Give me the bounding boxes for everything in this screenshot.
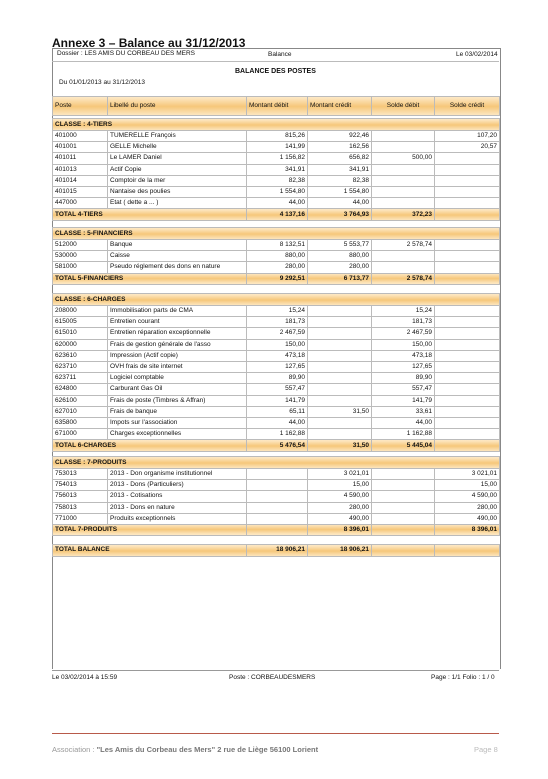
table-cell: 512000 bbox=[53, 240, 108, 251]
table-cell: Frais de poste (Timbres & Affran) bbox=[108, 395, 247, 406]
table-row bbox=[53, 513, 500, 524]
class-label: CLASSE : 6-CHARGES bbox=[53, 294, 500, 306]
col-header: Solde débit bbox=[372, 97, 435, 116]
table-cell: Logiciel comptable bbox=[108, 373, 247, 384]
table-cell bbox=[435, 417, 500, 428]
table-cell: 15,00 bbox=[308, 480, 372, 491]
table-cell bbox=[308, 361, 372, 372]
grand-total-label: TOTAL BALANCE bbox=[53, 545, 247, 557]
table-cell bbox=[372, 469, 435, 480]
table-cell bbox=[435, 395, 500, 406]
table-cell bbox=[308, 317, 372, 328]
total-cell bbox=[435, 440, 500, 452]
table-cell bbox=[247, 491, 308, 502]
class-header-row bbox=[53, 228, 500, 240]
table-cell bbox=[435, 361, 500, 372]
table-cell: 44,00 bbox=[308, 198, 372, 209]
table-cell: GELLE Michelle bbox=[108, 142, 247, 153]
table-cell bbox=[435, 262, 500, 273]
table-cell: 150,00 bbox=[372, 339, 435, 350]
grand-total-table bbox=[52, 544, 500, 557]
total-label: TOTAL 5-FINANCIERS bbox=[53, 273, 247, 285]
table-cell: 753013 bbox=[53, 469, 108, 480]
table-cell: Carburant Gas Oil bbox=[108, 384, 247, 395]
column-header-row bbox=[53, 97, 500, 116]
total-cell: 8 396,01 bbox=[435, 524, 500, 536]
table-cell: 490,00 bbox=[435, 513, 500, 524]
table-row bbox=[53, 417, 500, 428]
table-cell: 82,38 bbox=[247, 175, 308, 186]
doc-type: Balance bbox=[268, 51, 292, 58]
table-cell: 150,00 bbox=[247, 339, 308, 350]
table-cell: 623610 bbox=[53, 350, 108, 361]
table-cell bbox=[435, 373, 500, 384]
table-cell bbox=[308, 395, 372, 406]
table-cell: 615010 bbox=[53, 328, 108, 339]
table-cell: 1 162,88 bbox=[247, 429, 308, 440]
annex-title: Annexe 3 – Balance au 31/12/2013 bbox=[52, 36, 246, 50]
table-cell: 3 021,01 bbox=[435, 469, 500, 480]
table-cell: Banque bbox=[108, 240, 247, 251]
table-cell bbox=[435, 429, 500, 440]
table-row bbox=[53, 350, 500, 361]
table-cell: Le LAMER Daniel bbox=[108, 153, 247, 164]
table-cell: 401015 bbox=[53, 186, 108, 197]
table-cell bbox=[435, 350, 500, 361]
total-label: TOTAL 7-PRODUITS bbox=[53, 524, 247, 536]
table-row bbox=[53, 262, 500, 273]
table-row bbox=[53, 131, 500, 142]
table-cell: Caisse bbox=[108, 251, 247, 262]
table-cell: 557,47 bbox=[247, 384, 308, 395]
table-cell: 771000 bbox=[53, 513, 108, 524]
grand-total-cell: 18 906,21 bbox=[247, 545, 308, 557]
table-cell: 473,18 bbox=[247, 350, 308, 361]
table-cell: 615005 bbox=[53, 317, 108, 328]
table-row bbox=[53, 373, 500, 384]
total-cell: 6 713,77 bbox=[308, 273, 372, 285]
table-cell: Entretien courant bbox=[108, 317, 247, 328]
table-cell: 401014 bbox=[53, 175, 108, 186]
table-cell bbox=[308, 350, 372, 361]
table-cell: 280,00 bbox=[308, 502, 372, 513]
class-header-row bbox=[53, 457, 500, 469]
table-cell: 107,20 bbox=[435, 131, 500, 142]
table-cell: 620000 bbox=[53, 339, 108, 350]
class-table bbox=[52, 118, 500, 221]
table-cell bbox=[435, 198, 500, 209]
table-cell: 15,00 bbox=[435, 480, 500, 491]
period-label: Du 01/01/2013 au 31/12/2013 bbox=[59, 79, 146, 86]
table-cell: 922,46 bbox=[308, 131, 372, 142]
class-label: CLASSE : 7-PRODUITS bbox=[53, 457, 500, 469]
table-cell: 5 553,77 bbox=[308, 240, 372, 251]
table-cell bbox=[372, 175, 435, 186]
table-row bbox=[53, 251, 500, 262]
table-cell: 141,79 bbox=[247, 395, 308, 406]
table-cell bbox=[435, 240, 500, 251]
poste-label: Poste : CORBEAUDESMERS bbox=[229, 674, 316, 681]
table-cell: 4 590,00 bbox=[435, 491, 500, 502]
table-cell: 44,00 bbox=[247, 198, 308, 209]
table-cell bbox=[247, 469, 308, 480]
total-row bbox=[53, 273, 500, 285]
table-cell: 473,18 bbox=[372, 350, 435, 361]
table-cell: 2 467,59 bbox=[372, 328, 435, 339]
table-cell: 401001 bbox=[53, 142, 108, 153]
total-cell: 3 764,93 bbox=[308, 209, 372, 221]
total-cell: 9 292,51 bbox=[247, 273, 308, 285]
header-divider bbox=[52, 61, 499, 62]
grand-total-cell: 18 906,21 bbox=[308, 545, 372, 557]
table-cell: 2 467,59 bbox=[247, 328, 308, 339]
class-table bbox=[52, 456, 500, 536]
table-cell bbox=[435, 175, 500, 186]
table-cell: 623710 bbox=[53, 361, 108, 372]
class-header-row bbox=[53, 119, 500, 131]
total-cell: 4 137,16 bbox=[247, 209, 308, 221]
total-label: TOTAL 4-TIERS bbox=[53, 209, 247, 221]
total-cell: 372,23 bbox=[372, 209, 435, 221]
table-cell: 500,00 bbox=[372, 153, 435, 164]
table-cell bbox=[372, 502, 435, 513]
class-label: CLASSE : 4-TIERS bbox=[53, 119, 500, 131]
table-cell bbox=[435, 153, 500, 164]
table-row bbox=[53, 198, 500, 209]
table-cell bbox=[435, 164, 500, 175]
table-cell: Entretien réparation exceptionnelle bbox=[108, 328, 247, 339]
table-cell: 1 162,88 bbox=[372, 429, 435, 440]
col-header: Poste bbox=[53, 97, 108, 116]
table-cell bbox=[308, 328, 372, 339]
bottom-rule bbox=[52, 733, 499, 734]
class-table bbox=[52, 293, 500, 452]
table-row bbox=[53, 406, 500, 417]
table-cell: 490,00 bbox=[308, 513, 372, 524]
table-cell: Frais de gestion générale de l'asso bbox=[108, 339, 247, 350]
table-row bbox=[53, 328, 500, 339]
table-cell: 89,90 bbox=[372, 373, 435, 384]
table-cell: 44,00 bbox=[372, 417, 435, 428]
footer-divider bbox=[52, 670, 499, 671]
table-cell bbox=[372, 262, 435, 273]
table-cell: 401011 bbox=[53, 153, 108, 164]
grand-total-row bbox=[53, 545, 500, 557]
table-cell: Impots sur l'association bbox=[108, 417, 247, 428]
table-row bbox=[53, 491, 500, 502]
table-cell: 65,11 bbox=[247, 406, 308, 417]
table-cell: 127,65 bbox=[372, 361, 435, 372]
table-row bbox=[53, 175, 500, 186]
table-cell: 758013 bbox=[53, 502, 108, 513]
table-cell: OVH frais de site internet bbox=[108, 361, 247, 372]
table-row bbox=[53, 164, 500, 175]
table-cell: 181,73 bbox=[372, 317, 435, 328]
table-cell: 447000 bbox=[53, 198, 108, 209]
table-cell: 2013 - Dons en nature bbox=[108, 502, 247, 513]
table-cell bbox=[372, 131, 435, 142]
table-cell: 280,00 bbox=[308, 262, 372, 273]
page-number: Page 8 bbox=[474, 745, 498, 754]
table-cell bbox=[308, 417, 372, 428]
table-cell: 656,82 bbox=[308, 153, 372, 164]
table-cell: 754013 bbox=[53, 480, 108, 491]
print-date: Le 03/02/2014 à 15:59 bbox=[52, 674, 118, 681]
table-row bbox=[53, 361, 500, 372]
table-cell bbox=[308, 429, 372, 440]
table-cell bbox=[372, 513, 435, 524]
table-cell: 626100 bbox=[53, 395, 108, 406]
total-row bbox=[53, 524, 500, 536]
table-cell bbox=[372, 186, 435, 197]
total-cell bbox=[247, 524, 308, 536]
total-cell: 2 578,74 bbox=[372, 273, 435, 285]
total-cell: 31,50 bbox=[308, 440, 372, 452]
table-row bbox=[53, 502, 500, 513]
table-cell: 44,00 bbox=[247, 417, 308, 428]
table-cell: 2 578,74 bbox=[372, 240, 435, 251]
table-cell: 31,50 bbox=[308, 406, 372, 417]
table-cell: 401000 bbox=[53, 131, 108, 142]
table-row bbox=[53, 469, 500, 480]
table-row bbox=[53, 339, 500, 350]
total-cell bbox=[435, 209, 500, 221]
table-cell: 162,56 bbox=[308, 142, 372, 153]
col-header: Solde crédit bbox=[435, 97, 500, 116]
grand-total-cell bbox=[372, 545, 435, 557]
table-cell: Comptoir de la mer bbox=[108, 175, 247, 186]
table-row bbox=[53, 429, 500, 440]
table-cell bbox=[372, 142, 435, 153]
dossier-label: Dossier : LES AMIS DU CORBEAU DES MERS bbox=[57, 50, 195, 57]
association-name: "Les Amis du Corbeau des Mers" 2 rue de Liège 56100 Lorient bbox=[96, 745, 319, 754]
table-cell: Immobilisation parts de CMA bbox=[108, 306, 247, 317]
table-cell bbox=[308, 373, 372, 384]
table-cell: 141,99 bbox=[247, 142, 308, 153]
table-cell: 127,65 bbox=[247, 361, 308, 372]
table-cell: 89,90 bbox=[247, 373, 308, 384]
table-cell bbox=[435, 384, 500, 395]
table-cell: 2013 - Cotisations bbox=[108, 491, 247, 502]
table-cell: Etat ( dette a ... ) bbox=[108, 198, 247, 209]
table-cell bbox=[247, 513, 308, 524]
table-cell bbox=[435, 328, 500, 339]
class-table bbox=[52, 227, 500, 285]
table-cell: 756013 bbox=[53, 491, 108, 502]
table-cell: 880,00 bbox=[308, 251, 372, 262]
association-line bbox=[52, 745, 318, 754]
table-cell: 141,79 bbox=[372, 395, 435, 406]
table-cell: 15,24 bbox=[247, 306, 308, 317]
table-cell: Produits exceptionnels bbox=[108, 513, 247, 524]
table-cell bbox=[435, 186, 500, 197]
table-cell bbox=[308, 384, 372, 395]
table-cell: 15,24 bbox=[372, 306, 435, 317]
page-folio: Page : 1/1 Folio : 1 / 0 bbox=[431, 674, 495, 681]
table-cell: 671000 bbox=[53, 429, 108, 440]
col-header: Montant débit bbox=[247, 97, 308, 116]
table-cell: 880,00 bbox=[247, 251, 308, 262]
table-cell: Impression (Actif copie) bbox=[108, 350, 247, 361]
table-cell bbox=[372, 251, 435, 262]
table-cell: Pseudo réglement des dons en nature bbox=[108, 262, 247, 273]
table-row bbox=[53, 384, 500, 395]
table-row bbox=[53, 317, 500, 328]
table-cell: Charges exceptionnelles bbox=[108, 429, 247, 440]
table-cell: 581000 bbox=[53, 262, 108, 273]
total-cell: 8 396,01 bbox=[308, 524, 372, 536]
table-cell bbox=[435, 406, 500, 417]
table-cell: 530000 bbox=[53, 251, 108, 262]
table-cell bbox=[372, 198, 435, 209]
table-cell bbox=[372, 480, 435, 491]
table-cell: 341,91 bbox=[308, 164, 372, 175]
col-header: Libellé du poste bbox=[108, 97, 247, 116]
table-cell bbox=[308, 306, 372, 317]
table-cell: 20,57 bbox=[435, 142, 500, 153]
grand-total-cell bbox=[435, 545, 500, 557]
table-row bbox=[53, 395, 500, 406]
column-header-table bbox=[52, 96, 500, 116]
total-cell bbox=[435, 273, 500, 285]
table-cell: 341,91 bbox=[247, 164, 308, 175]
table-cell: 557,47 bbox=[372, 384, 435, 395]
table-cell: 4 590,00 bbox=[308, 491, 372, 502]
table-cell: 1 554,80 bbox=[247, 186, 308, 197]
table-cell: Nantaise des poulies bbox=[108, 186, 247, 197]
table-cell bbox=[372, 491, 435, 502]
table-cell: 181,73 bbox=[247, 317, 308, 328]
table-cell bbox=[308, 339, 372, 350]
table-cell: 2013 - Dons (Particuliers) bbox=[108, 480, 247, 491]
table-cell: 2013 - Don organisme institutionnel bbox=[108, 469, 247, 480]
table-cell: 1 156,82 bbox=[247, 153, 308, 164]
table-row bbox=[53, 186, 500, 197]
table-row bbox=[53, 480, 500, 491]
table-cell: 624800 bbox=[53, 384, 108, 395]
table-cell: 208000 bbox=[53, 306, 108, 317]
table-cell bbox=[247, 480, 308, 491]
report-title: BALANCE DES POSTES bbox=[235, 68, 316, 75]
table-cell bbox=[435, 339, 500, 350]
table-row bbox=[53, 306, 500, 317]
table-cell bbox=[372, 164, 435, 175]
total-cell: 5 445,04 bbox=[372, 440, 435, 452]
header-date: Le 03/02/2014 bbox=[456, 51, 498, 58]
table-cell bbox=[435, 317, 500, 328]
total-cell bbox=[372, 524, 435, 536]
col-header: Montant crédit bbox=[308, 97, 372, 116]
table-cell: 401013 bbox=[53, 164, 108, 175]
total-row bbox=[53, 209, 500, 221]
class-header-row bbox=[53, 294, 500, 306]
table-cell: 635800 bbox=[53, 417, 108, 428]
table-cell: 627010 bbox=[53, 406, 108, 417]
table-cell: 623711 bbox=[53, 373, 108, 384]
table-cell bbox=[435, 251, 500, 262]
table-row bbox=[53, 153, 500, 164]
table-row bbox=[53, 240, 500, 251]
table-cell: 33,61 bbox=[372, 406, 435, 417]
table-cell: TUMERELLE François bbox=[108, 131, 247, 142]
table-cell bbox=[435, 306, 500, 317]
table-cell: 8 132,51 bbox=[247, 240, 308, 251]
table-cell: 815,26 bbox=[247, 131, 308, 142]
total-row bbox=[53, 440, 500, 452]
table-cell: Actif Copie bbox=[108, 164, 247, 175]
association-prefix: Association : bbox=[52, 745, 97, 754]
table-cell: 3 021,01 bbox=[308, 469, 372, 480]
table-cell: Frais de banque bbox=[108, 406, 247, 417]
total-label: TOTAL 6-CHARGES bbox=[53, 440, 247, 452]
class-label: CLASSE : 5-FINANCIERS bbox=[53, 228, 500, 240]
table-cell: 82,38 bbox=[308, 175, 372, 186]
table-row bbox=[53, 142, 500, 153]
table-cell: 280,00 bbox=[247, 262, 308, 273]
table-cell: 280,00 bbox=[435, 502, 500, 513]
table-cell: 1 554,80 bbox=[308, 186, 372, 197]
total-cell: 5 476,54 bbox=[247, 440, 308, 452]
table-cell bbox=[247, 502, 308, 513]
